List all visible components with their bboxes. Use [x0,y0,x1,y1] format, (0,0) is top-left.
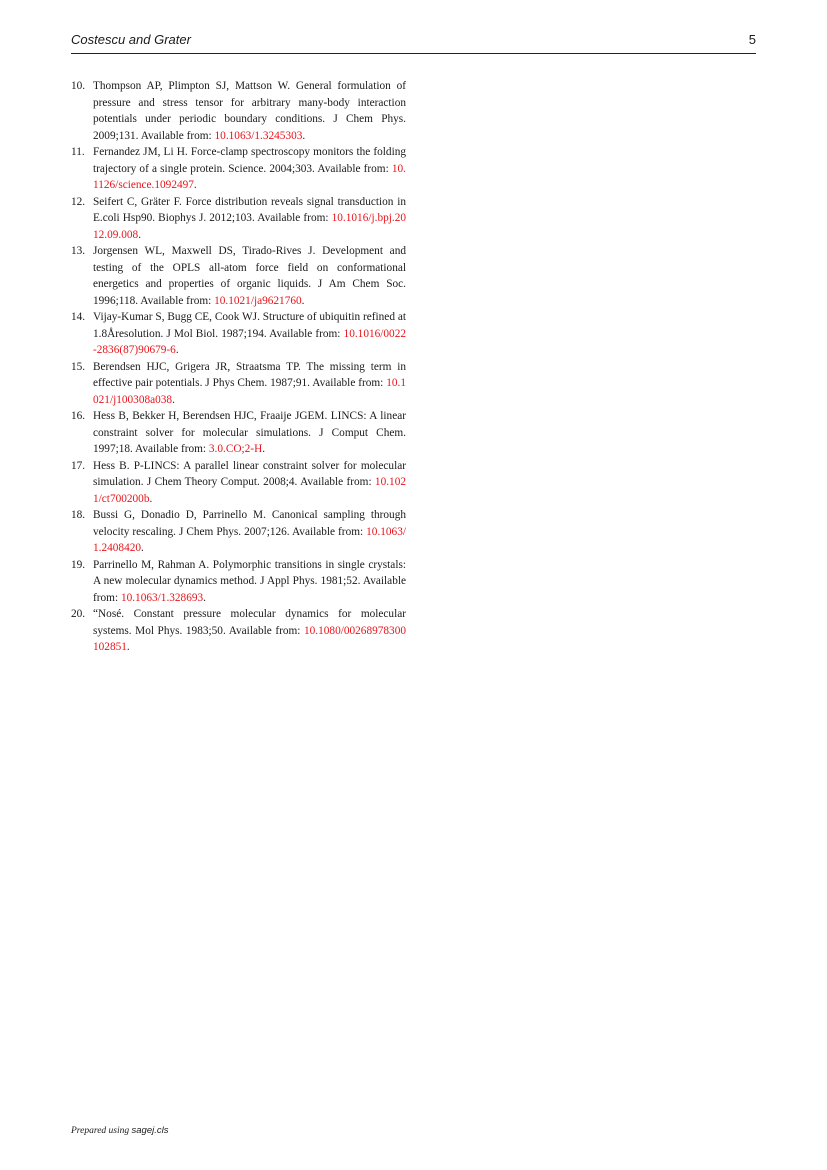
running-header [71,31,756,54]
reference-end: . [138,228,142,241]
reference-text: Jorgensen WL, Maxwell DS, Tirado-Rives J. Development and testing of the OPLS all-atom force field on conformational energetics and properties of organic liquids. J Am Chem Soc. 1996;118. Available from: [93,245,406,307]
reference-end: . [175,344,179,356]
reference-end: . [126,641,130,653]
doi-link[interactable]: 10.1126/science.1092497 [93,162,406,191]
reference-number: 10. [71,80,86,92]
reference-text: Fernandez JM, Li H. Force-clamp spectroscopy monitors the folding trajectory of a single protein. Science. 2004;303. Available from: [93,146,406,175]
reference-item [71,458,406,508]
reference-text: Parrinello M, Rahman A. Polymorphic transitions in single crystals: A new molecular dynamics method. J Appl Phys. 1981;52. Available from: [93,558,406,604]
doi-link[interactable]: 10.1080/00268978300102851 [93,624,406,653]
reference-item [71,194,406,244]
reference-number: 13. [71,245,86,257]
reference-number: 14. [71,311,86,323]
reference-end: . [193,179,197,191]
reference-end: . [141,542,144,554]
reference-text: Vijay-Kumar S, Bugg CE, Cook WJ. Structure of ubiquitin refined at 1.8Åresolution. J Mol Biol. 1987;194. Available from: [93,311,406,340]
reference-item [71,243,406,309]
reference-end: . [262,443,266,455]
reference-item [71,507,406,557]
reference-text: Thompson AP, Plimpton SJ, Mattson W. General formulation of pressure and stress tensor for arbitrary many-body interaction potentials under periodic boundary conditions. J Chem Phys. 2009;131. Available from: [93,80,406,142]
reference-number: 20. [71,608,86,620]
doi-link[interactable]: 10.1016/0022-2836(87)90679-6 [93,327,406,356]
doi-link[interactable]: 10.1016/j.bpj.2012.09.008 [93,212,406,241]
doi-link[interactable]: 10.1021/ct700200b [93,476,406,505]
reference-number: 18. [71,509,86,521]
footer-class-file: sagej.cls [131,1125,169,1136]
reference-item [71,606,406,656]
page-number: 5 [748,32,756,47]
doi-link[interactable]: 10.1063/1.328693 [120,591,204,604]
reference-item [71,557,406,607]
reference-number: 19. [71,558,86,571]
reference-item [71,408,406,458]
reference-text: Hess B, Bekker H, Berendsen HJC, Fraaije JGEM. LINCS: A linear constraint solver for molecular simulations. J Comput Chem. 1997;18. Available from: [93,410,406,455]
reference-number: 15. [71,360,86,373]
reference-list [71,78,406,656]
reference-end: . [203,591,206,604]
reference-text: “Nosé. Constant pressure molecular dynamics for molecular systems. Mol Phys. 1983;50. Available from: [93,608,406,637]
reference-number: 16. [71,410,86,422]
page-footer [71,1125,168,1136]
reference-item [71,359,406,409]
doi-link[interactable]: 10.1063/1.3245303 [214,129,303,142]
doi-link[interactable]: 10.1021/ja9621760 [214,294,302,307]
footer-prepared-using: Prepared using [71,1126,130,1136]
reference-end: . [302,129,306,142]
reference-number: 17. [71,459,86,472]
reference-text: Bussi G, Donadio D, Parrinello M. Canonical sampling through velocity rescaling. J Chem Phys. 2007;126. Available from: [93,509,406,538]
doi-link[interactable]: 3.0.CO;2-H [208,443,263,455]
reference-text: Seifert C, Gräter F. Force distribution reveals signal transduction in E.coli Hsp90. Biophys J. 2012;103. Available from: [93,195,406,224]
reference-text: Hess B. P-LINCS: A parallel linear constraint solver for molecular simulation. J Chem Theory Comput. 2008;4. Available from: [93,459,406,488]
reference-end: . [149,492,153,505]
reference-number: 11. [71,146,85,158]
reference-end: . [301,294,305,307]
doi-link[interactable]: 10.1063/1.2408420 [93,525,406,554]
reference-item [71,144,406,194]
reference-text: Berendsen HJC, Grigera JR, Straatsma TP. The missing term in effective pair potentials. J Phys Chem. 1987;91. Available from: [93,360,406,389]
reference-end: . [172,393,175,406]
reference-item [71,78,406,144]
doi-link[interactable]: 10.1021/j100308a038 [93,377,406,406]
reference-item [71,309,406,359]
running-header-authors: Costescu and Grater [71,32,191,47]
reference-number: 12. [71,195,86,208]
